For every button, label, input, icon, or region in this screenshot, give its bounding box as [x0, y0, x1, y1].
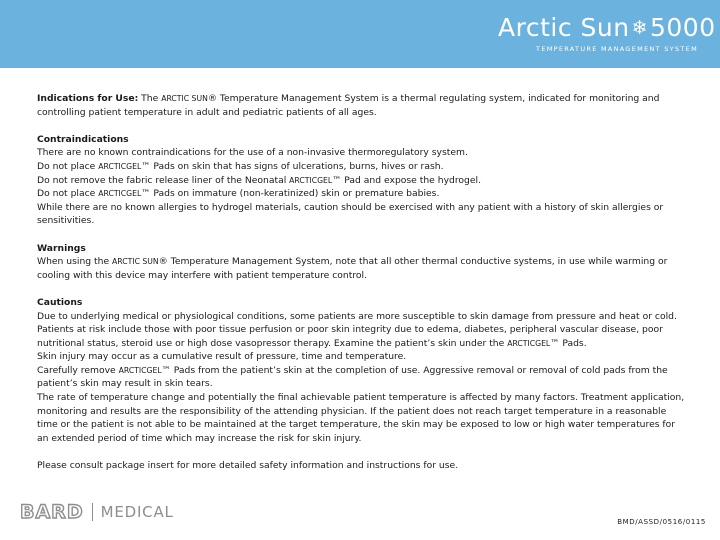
caution-line: Carefully remove ARCTICGEL™ Pads from the patient’s skin at the completion of use. Aggressive removal or removal of cold pads from the patient’s skin may result in skin tears. [37, 364, 668, 390]
warnings-heading: Warnings [37, 242, 86, 254]
document-code: BMD/ASSD/0516/0115 [617, 518, 706, 526]
arctic-sun-logo [498, 13, 716, 60]
indications-heading: Indications for Use: [37, 93, 139, 104]
contraindication-line: Do not place ARCTICGEL™ Pads on immature (non-keratinized) skin or premature babies. [37, 188, 440, 200]
logo-wordmark [498, 13, 716, 42]
bard-medical-logo [20, 501, 174, 523]
contraindications-heading: Contraindications [37, 133, 129, 145]
contraindication-line: While there are no known allergies to hydrogel materials, caution should be exercised with any patient with a history of skin allergies or sensitivities. [37, 201, 664, 227]
warnings-section [37, 242, 689, 283]
closing-section [37, 459, 689, 473]
medical-wordmark: MEDICAL [100, 503, 174, 521]
logo-subtitle: TEMPERATURE MANAGEMENT SYSTEM [536, 45, 698, 53]
header-bar [0, 0, 720, 68]
bard-wordmark: BARD [20, 501, 84, 523]
contraindication-line: Do not place ARCTICGEL™ Pads on skin that has signs of ulcerations, burns, hives or rash. [37, 160, 444, 172]
cautions-heading: Cautions [37, 296, 83, 308]
cautions-section [37, 296, 689, 446]
indications-text: Indications for Use: The ARCTIC SUN® Temperature Management System is a thermal regulating system, indicated for monitoring and controlling patient temperature in adult and pediatric patients of all ages. [37, 93, 660, 118]
contraindications-section [37, 133, 689, 228]
caution-line: Due to underlying medical or physiological conditions, some patients are more susceptible to skin damage from pressure and heat or cold. Patients at risk include those with poor tissue perfusion or poor skin integrity due to edema, diabetes, peripheral vascular disease, poor nutritional status, steroid use or high dose vasopressor therapy. Examine the patient’s skin under the ARCTICGEL™ Pads. [37, 310, 677, 349]
contraindication-line: There are no known contraindications for the use of a non-invasive thermoregulatory system. [37, 147, 468, 159]
closing-text: Please consult package insert for more detailed safety information and instructions for use. [37, 460, 459, 472]
logo-model: 5000 [650, 13, 716, 42]
warnings-text: When using the ARCTIC SUN® Temperature Management System, note that all other thermal conductive systems, in use while warming or cooling with this device may interfere with patient temperature control. [37, 256, 668, 281]
contraindication-line: Do not remove the fabric release liner of the Neonatal ARCTICGEL™ Pad and expose the hydrogel. [37, 174, 481, 186]
safety-information [37, 92, 689, 486]
logo-divider [92, 503, 93, 521]
logo-brand: Arctic Sun [498, 13, 630, 42]
caution-line: The rate of temperature change and potentially the final achievable patient temperature is affected by many factors. Treatment application, monitoring and results are the responsibility of the attending physician. If the patient does not reach target temperature in a reasonable time or the patient is not able to be maintained at the target temperature, the skin may be exposed to low or high water temperatures for an extended period of time which may increase the risk for skin injury. [37, 392, 685, 444]
caution-line: Skin injury may occur as a cumulative result of pressure, time and temperature. [37, 351, 407, 363]
indications-section [37, 92, 689, 119]
snowflake-icon: ❄ [631, 17, 648, 39]
